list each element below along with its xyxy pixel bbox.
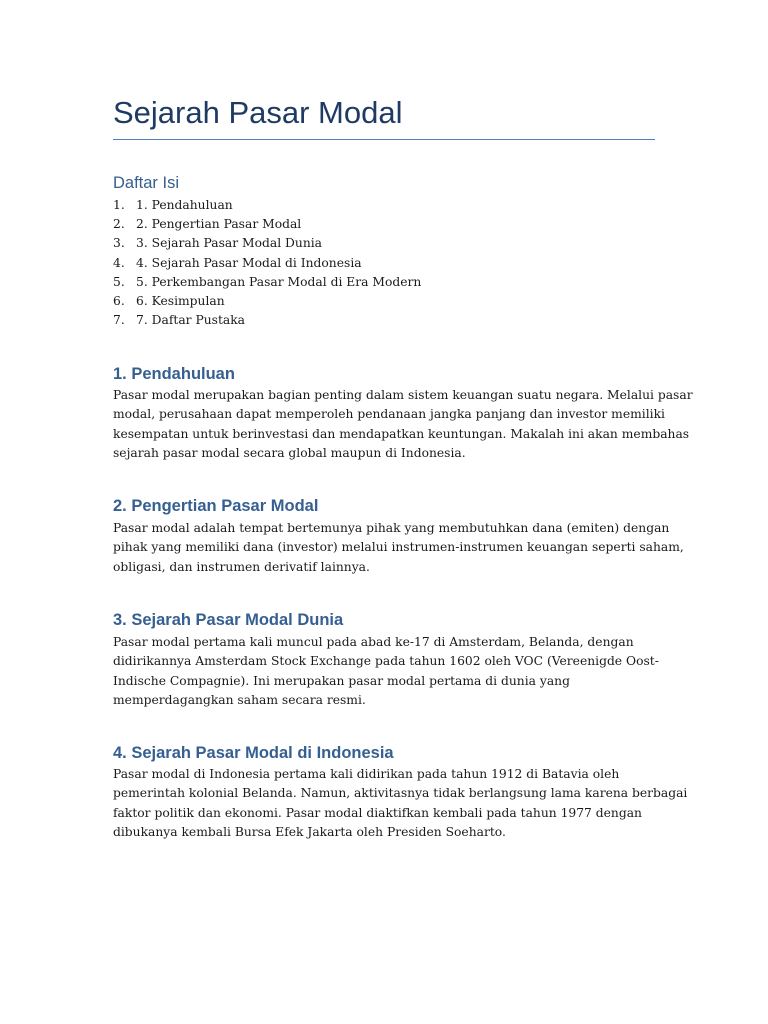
document-title: Sejarah Pasar Modal: [113, 95, 403, 130]
toc-item: [113, 234, 421, 253]
paragraph-line: obligasi, dan instrumen derivatif lainnya.: [113, 559, 370, 574]
toc-item-number: 2.: [113, 217, 125, 232]
toc-item-label: 7. Daftar Pustaka: [136, 313, 246, 328]
title-underline: [113, 139, 655, 140]
section-heading-sejarah-dunia: 3. Sejarah Pasar Modal Dunia: [113, 611, 344, 629]
toc-item-number: 3.: [113, 236, 125, 251]
toc-item-label: 5. Perkembangan Pasar Modal di Era Modern: [136, 274, 422, 289]
paragraph-line: faktor politik dan ekonomi. Pasar modal diaktifkan kembali pada tahun 1977 dengan: [113, 805, 642, 820]
paragraph-line: memperdagangkan saham secara resmi.: [113, 693, 366, 708]
toc-item: [113, 254, 421, 273]
toc-item: [113, 292, 421, 311]
section-paragraph-sejarah-indonesia: [113, 765, 688, 843]
toc-item-number: 7.: [113, 313, 125, 328]
section-paragraph-pendahuluan: [113, 386, 693, 464]
toc-item-label: 2. Pengertian Pasar Modal: [136, 217, 302, 232]
toc-item: [113, 311, 421, 330]
toc-item-number: 4.: [113, 255, 125, 270]
paragraph-line: kesempatan untuk berinvestasi dan mendapatkan keuntungan. Makalah ini akan membahas: [113, 426, 690, 441]
section-heading-sejarah-indonesia: 4. Sejarah Pasar Modal di Indonesia: [113, 744, 394, 762]
paragraph-line: Pasar modal merupakan bagian penting dalam sistem keuangan suatu negara. Melalui pasar: [113, 388, 693, 402]
toc-item-label: 3. Sejarah Pasar Modal Dunia: [136, 236, 323, 251]
toc-item-label: 1. Pendahuluan: [136, 198, 233, 212]
toc-item-number: 6.: [113, 293, 125, 308]
toc-item-number: 5.: [113, 274, 125, 289]
paragraph-line: sejarah pasar modal secara global maupun di Indonesia.: [113, 446, 466, 461]
toc-item: [113, 215, 421, 234]
section-paragraph-sejarah-dunia: [113, 633, 659, 711]
toc-item-label: 4. Sejarah Pasar Modal di Indonesia: [136, 255, 362, 270]
paragraph-line: Pasar modal di Indonesia pertama kali didirikan pada tahun 1912 di Batavia oleh: [113, 767, 620, 781]
paragraph-line: Indische Compagnie). Ini merupakan pasar modal pertama di dunia yang: [113, 673, 570, 688]
paragraph-line: dibukanya kembali Bursa Efek Jakarta oleh Presiden Soeharto.: [113, 825, 506, 840]
toc-item: [113, 196, 421, 215]
paragraph-line: pemerintah kolonial Belanda. Namun, aktivitasnya tidak berlangsung lama karena berbagai: [113, 786, 688, 801]
paragraph-line: modal, perusahaan dapat memperoleh pendanaan jangka panjang dan investor memiliki: [113, 407, 665, 422]
section-paragraph-pengertian: [113, 519, 684, 577]
paragraph-line: Pasar modal adalah tempat bertemunya pihak yang membutuhkan dana (emiten) dengan: [113, 521, 670, 535]
toc-item-number: 1.: [113, 198, 125, 212]
table-of-contents: [113, 196, 421, 330]
paragraph-line: didirikannya Amsterdam Stock Exchange pada tahun 1602 oleh VOC (Vereenigde Oost-: [113, 654, 659, 669]
section-heading-pengertian: 2. Pengertian Pasar Modal: [113, 497, 319, 515]
paragraph-line: pihak yang memiliki dana (investor) melalui instrumen-instrumen keuangan seperti saham,: [113, 540, 684, 555]
toc-heading: Daftar Isi: [113, 174, 180, 192]
toc-item-label: 6. Kesimpulan: [136, 293, 225, 308]
section-heading-pendahuluan: 1. Pendahuluan: [113, 365, 235, 383]
toc-item: [113, 273, 421, 292]
paragraph-line: Pasar modal pertama kali muncul pada abad ke-17 di Amsterdam, Belanda, dengan: [113, 635, 634, 649]
